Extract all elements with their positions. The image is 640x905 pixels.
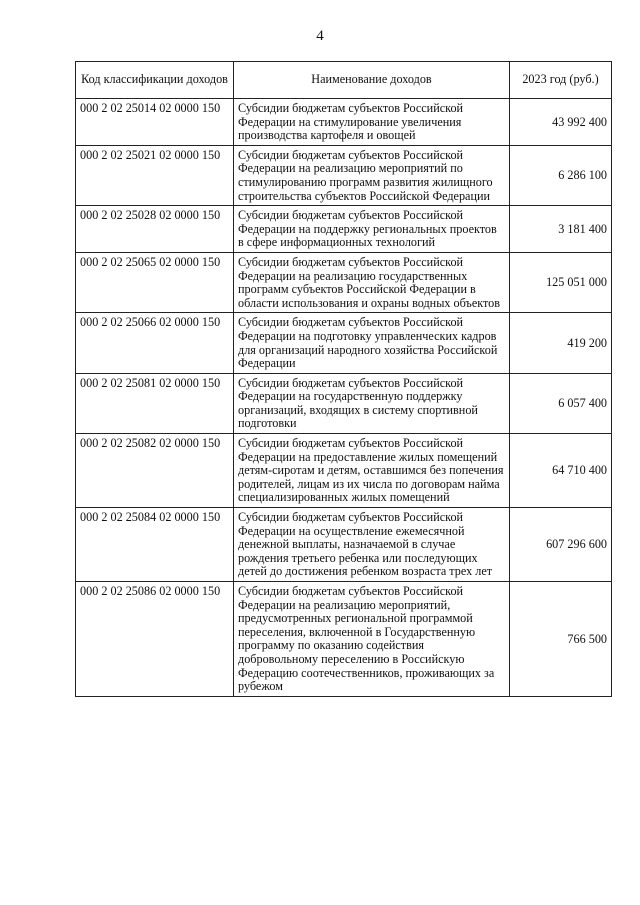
row-name: Субсидии бюджетам субъектов Российской Федерации на стимулирование увеличения производства картофеля и овощей bbox=[234, 99, 510, 146]
table-row bbox=[76, 206, 612, 253]
row-name: Субсидии бюджетам субъектов Российской Федерации на осуществление ежемесячной денежной выплаты, назначаемой в случае рождения третьего ребенка или последующих детей до достижения ребенком возраста трех лет bbox=[234, 508, 510, 582]
row-name: Субсидии бюджетам субъектов Российской Федерации на подготовку управленческих кадров для организаций народного хозяйства Российской Федерации bbox=[234, 313, 510, 373]
table-header-row bbox=[76, 62, 612, 99]
row-name: Субсидии бюджетам субъектов Российской Федерации на реализацию мероприятий по стимулированию программ развития жилищного строительства субъектов Российской Федерации bbox=[234, 145, 510, 205]
table-row bbox=[76, 434, 612, 508]
row-code: 000 2 02 25014 02 0000 150 bbox=[76, 99, 234, 146]
row-code: 000 2 02 25086 02 0000 150 bbox=[76, 582, 234, 697]
row-code: 000 2 02 25021 02 0000 150 bbox=[76, 145, 234, 205]
table-row bbox=[76, 373, 612, 433]
row-amount: 125 051 000 bbox=[510, 252, 612, 312]
row-amount: 766 500 bbox=[510, 582, 612, 697]
row-amount: 43 992 400 bbox=[510, 99, 612, 146]
table-row bbox=[76, 252, 612, 312]
row-amount: 6 286 100 bbox=[510, 145, 612, 205]
row-name: Субсидии бюджетам субъектов Российской Федерации на государственную поддержку организаций, входящих в систему спортивной подготовки bbox=[234, 373, 510, 433]
row-amount: 419 200 bbox=[510, 313, 612, 373]
row-code: 000 2 02 25082 02 0000 150 bbox=[76, 434, 234, 508]
row-amount: 6 057 400 bbox=[510, 373, 612, 433]
row-code: 000 2 02 25028 02 0000 150 bbox=[76, 206, 234, 253]
row-amount: 3 181 400 bbox=[510, 206, 612, 253]
row-name: Субсидии бюджетам субъектов Российской Федерации на реализацию государственных программ субъектов Российской Федерации в области использования и охраны водных объектов bbox=[234, 252, 510, 312]
row-code: 000 2 02 25066 02 0000 150 bbox=[76, 313, 234, 373]
row-code: 000 2 02 25065 02 0000 150 bbox=[76, 252, 234, 312]
header-code: Код классификации доходов bbox=[76, 62, 234, 99]
row-name: Субсидии бюджетам субъектов Российской Федерации на предоставление жилых помещений детям-сиротам и детям, оставшимся без попечения родителей, лицам из их числа по договорам найма специализированных жилых помещений bbox=[234, 434, 510, 508]
row-code: 000 2 02 25084 02 0000 150 bbox=[76, 508, 234, 582]
table-row bbox=[76, 99, 612, 146]
income-table bbox=[75, 61, 612, 697]
header-name: Наименование доходов bbox=[234, 62, 510, 99]
page-number: 4 bbox=[316, 28, 324, 44]
table-row bbox=[76, 145, 612, 205]
row-name: Субсидии бюджетам субъектов Российской Федерации на реализацию мероприятий, предусмотренных региональной программой переселения, включенной в Государственную программу по оказанию содействия добровольному переселению в Российскую Федерацию соотечественников, проживающих за рубежом bbox=[234, 582, 510, 697]
table-row bbox=[76, 508, 612, 582]
row-amount: 607 296 600 bbox=[510, 508, 612, 582]
table-row bbox=[76, 582, 612, 697]
header-amount: 2023 год (руб.) bbox=[510, 62, 612, 99]
row-amount: 64 710 400 bbox=[510, 434, 612, 508]
table-row bbox=[76, 313, 612, 373]
row-name: Субсидии бюджетам субъектов Российской Федерации на поддержку региональных проектов в сфере информационных технологий bbox=[234, 206, 510, 253]
row-code: 000 2 02 25081 02 0000 150 bbox=[76, 373, 234, 433]
